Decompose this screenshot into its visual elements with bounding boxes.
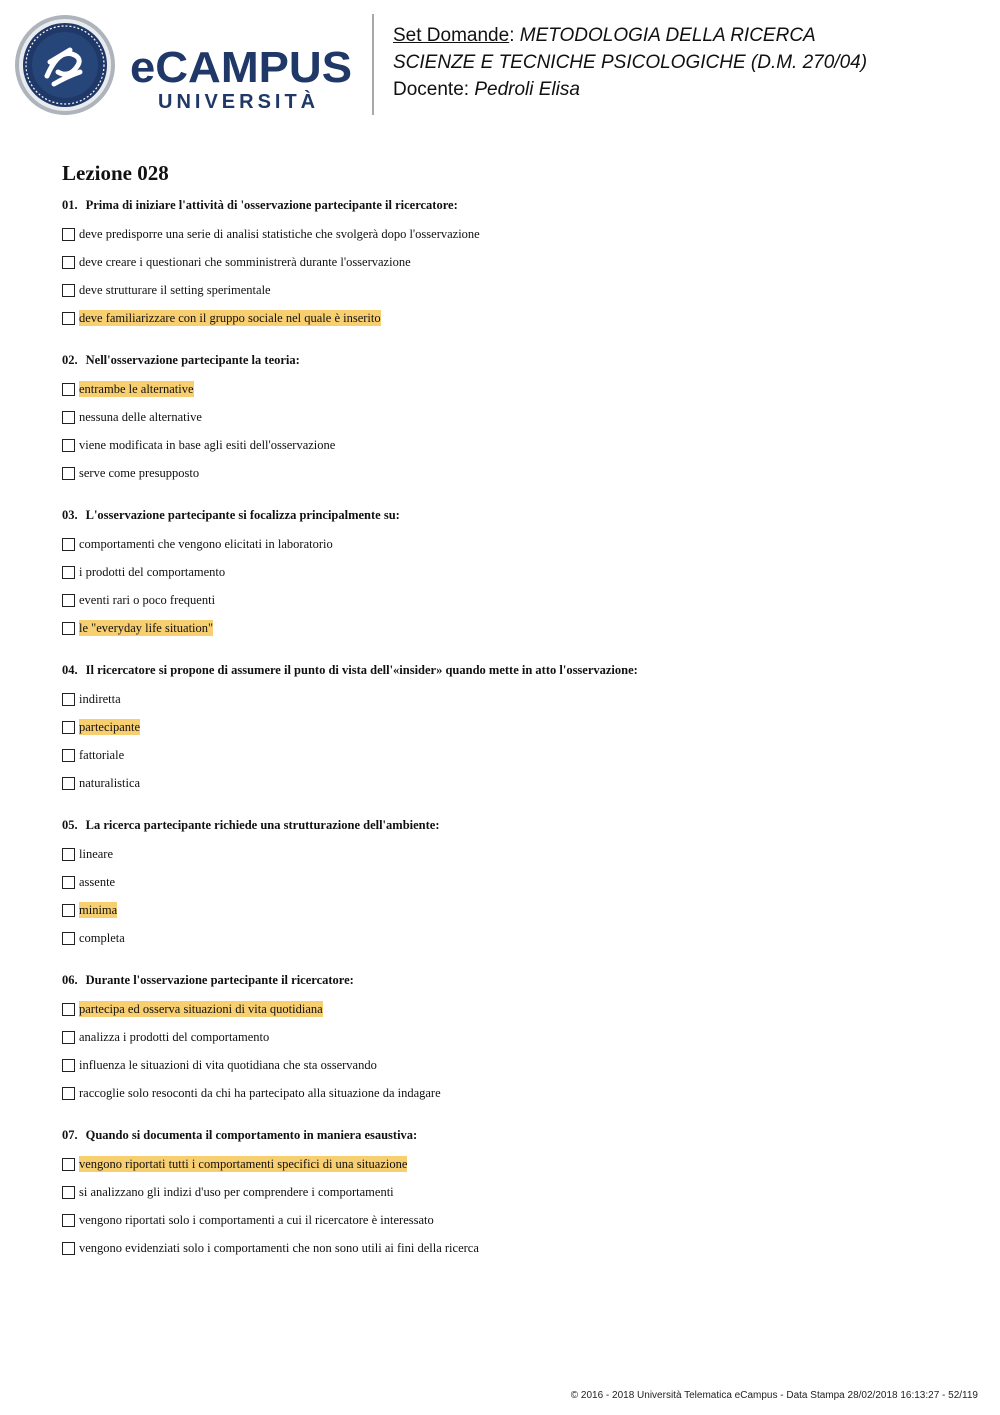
question-label: Prima di iniziare l'attività di 'osservazione partecipante il ricercatore:	[85, 198, 458, 212]
answer-option[interactable]	[62, 375, 962, 403]
answer-label: lineare	[79, 847, 114, 861]
question-number: 07.	[62, 1128, 78, 1142]
answer-label: completa	[79, 931, 125, 945]
answer-option[interactable]	[62, 1051, 962, 1079]
answer-label: nessuna delle alternative	[79, 410, 202, 424]
answer-checkbox[interactable]	[62, 439, 75, 452]
question-text	[62, 971, 962, 989]
answer-label: indiretta	[79, 692, 121, 706]
brand-subtitle: UNIVERSITÀ	[158, 91, 320, 112]
answer-checkbox[interactable]	[62, 1158, 75, 1171]
question-label: Nell'osservazione partecipante la teoria:	[85, 353, 300, 367]
answer-option[interactable]	[62, 1234, 962, 1262]
question-text	[62, 506, 962, 524]
question-07	[62, 1126, 962, 1262]
header-line-1: Set Domande: METODOLOGIA DELLA RICERCA	[393, 25, 816, 46]
question-number: 03.	[62, 508, 78, 522]
question-04	[62, 661, 962, 797]
set-label: Set Domande	[393, 25, 510, 46]
answer-option[interactable]	[62, 741, 962, 769]
answer-label: eventi rari o poco frequenti	[79, 593, 216, 607]
answer-checkbox[interactable]	[62, 312, 75, 325]
answer-option[interactable]	[62, 868, 962, 896]
answer-option[interactable]	[62, 769, 962, 797]
answer-checkbox[interactable]	[62, 228, 75, 241]
header-line-3	[393, 76, 983, 103]
answer-checkbox[interactable]	[62, 566, 75, 579]
answer-checkbox[interactable]	[62, 538, 75, 551]
answer-checkbox[interactable]	[62, 693, 75, 706]
answer-checkbox[interactable]	[62, 411, 75, 424]
answer-label: vengono evidenziati solo i comportamenti che non sono utili ai fini della ricerca	[79, 1241, 479, 1255]
answer-label: assente	[79, 875, 116, 889]
ecampus-seal-logo	[14, 14, 116, 116]
answer-checkbox[interactable]	[62, 594, 75, 607]
answer-option[interactable]	[62, 1023, 962, 1051]
docente-label: Docente:	[393, 79, 470, 100]
question-list	[62, 196, 962, 1281]
question-05	[62, 816, 962, 952]
answer-label-highlighted: deve familiarizzare con il gruppo sociale nel quale è inserito	[79, 311, 381, 325]
answer-label: i prodotti del comportamento	[79, 565, 226, 579]
header-info	[393, 22, 983, 103]
answer-checkbox[interactable]	[62, 904, 75, 917]
answer-checkbox[interactable]	[62, 284, 75, 297]
answer-checkbox[interactable]	[62, 876, 75, 889]
page-header	[0, 0, 1000, 130]
answer-option[interactable]	[62, 995, 962, 1023]
question-label: Durante l'osservazione partecipante il ricercatore:	[85, 973, 354, 987]
answer-option[interactable]	[62, 431, 962, 459]
question-text	[62, 661, 962, 679]
answer-label: serve come presupposto	[79, 466, 200, 480]
course-name: SCIENZE E TECNICHE PSICOLOGICHE (D.M. 270/04)	[393, 52, 868, 73]
answer-checkbox[interactable]	[62, 383, 75, 396]
answer-checkbox[interactable]	[62, 622, 75, 635]
answer-option[interactable]	[62, 1079, 962, 1107]
answer-checkbox[interactable]	[62, 1242, 75, 1255]
question-02	[62, 351, 962, 487]
answer-label-highlighted: le "everyday life situation"	[79, 621, 214, 635]
answer-checkbox[interactable]	[62, 721, 75, 734]
answer-option[interactable]	[62, 220, 962, 248]
header-divider	[372, 14, 374, 115]
answer-option[interactable]	[62, 840, 962, 868]
question-number: 05.	[62, 818, 78, 832]
answer-checkbox[interactable]	[62, 467, 75, 480]
question-number: 01.	[62, 198, 78, 212]
question-label: La ricerca partecipante richiede una strutturazione dell'ambiente:	[85, 818, 440, 832]
answer-label-highlighted: vengono riportati tutti i comportamenti specifici di una situazione	[79, 1157, 408, 1171]
brand-name: eCAMPUS	[130, 43, 352, 92]
question-text	[62, 351, 962, 369]
question-06	[62, 971, 962, 1107]
answer-option[interactable]	[62, 1178, 962, 1206]
answer-option[interactable]	[62, 1150, 962, 1178]
docente-name: Pedroli Elisa	[474, 79, 580, 100]
answer-label-highlighted: partecipante	[79, 720, 141, 734]
lesson-title: Lezione 028	[62, 161, 169, 185]
answer-label: vengono riportati solo i comportamenti a cui il ricercatore è interessato	[79, 1213, 434, 1227]
answer-checkbox[interactable]	[62, 1186, 75, 1199]
answer-option[interactable]	[62, 304, 962, 332]
answer-label: deve predisporre una serie di analisi statistiche che svolgerà dopo l'osservazione	[79, 227, 480, 241]
question-text	[62, 816, 962, 834]
answer-checkbox[interactable]	[62, 1059, 75, 1072]
answer-checkbox[interactable]	[62, 848, 75, 861]
answer-checkbox[interactable]	[62, 749, 75, 762]
answer-option[interactable]	[62, 558, 962, 586]
answer-option[interactable]	[62, 614, 962, 642]
question-number: 06.	[62, 973, 78, 987]
answer-option[interactable]	[62, 685, 962, 713]
answer-option[interactable]	[62, 403, 962, 431]
answer-option[interactable]	[62, 586, 962, 614]
answer-checkbox[interactable]	[62, 1087, 75, 1100]
question-label: Quando si documenta il comportamento in maniera esaustiva:	[85, 1128, 418, 1142]
answer-label: deve creare i questionari che somministrerà durante l'osservazione	[79, 255, 411, 269]
question-label: Il ricercatore si propone di assumere il punto di vista dell'«insider» quando mette in atto l'osservazione:	[85, 663, 638, 677]
question-01	[62, 196, 962, 332]
answer-option[interactable]	[62, 896, 962, 924]
answer-label: comportamenti che vengono elicitati in laboratorio	[79, 537, 333, 551]
answer-checkbox[interactable]	[62, 932, 75, 945]
page-footer: © 2016 - 2018 Università Telematica eCampus - Data Stampa 28/02/2018 16:13:27 - 52/119	[570, 1390, 978, 1401]
answer-label-highlighted: entrambe le alternative	[79, 382, 194, 396]
answer-checkbox[interactable]	[62, 1003, 75, 1016]
question-text	[62, 1126, 962, 1144]
answer-checkbox[interactable]	[62, 777, 75, 790]
answer-label-highlighted: partecipa ed osserva situazioni di vita quotidiana	[79, 1002, 323, 1016]
subject-name: METODOLOGIA DELLA RICERCA	[519, 25, 816, 46]
answer-label: deve strutturare il setting sperimentale	[79, 283, 271, 297]
answer-option[interactable]	[62, 248, 962, 276]
ecampus-wordmark-logo	[128, 42, 360, 112]
question-text	[62, 196, 962, 214]
question-03	[62, 506, 962, 642]
answer-label: analizza i prodotti del comportamento	[79, 1030, 270, 1044]
answer-label: influenza le situazioni di vita quotidiana che sta osservando	[79, 1058, 377, 1072]
answer-option[interactable]	[62, 924, 962, 952]
answer-option[interactable]	[62, 530, 962, 558]
question-number: 02.	[62, 353, 78, 367]
answer-checkbox[interactable]	[62, 1031, 75, 1044]
answer-checkbox[interactable]	[62, 1214, 75, 1227]
answer-label-highlighted: minima	[79, 903, 118, 917]
answer-option[interactable]	[62, 1206, 962, 1234]
answer-label: naturalistica	[79, 776, 141, 790]
answer-label: raccoglie solo resoconti da chi ha partecipato alla situazione da indagare	[79, 1086, 441, 1100]
question-number: 04.	[62, 663, 78, 677]
answer-label: fattoriale	[79, 748, 125, 762]
answer-label: si analizzano gli indizi d'uso per comprendere i comportamenti	[79, 1185, 394, 1199]
answer-label: viene modificata in base agli esiti dell'osservazione	[79, 438, 336, 452]
answer-option[interactable]	[62, 713, 962, 741]
answer-checkbox[interactable]	[62, 256, 75, 269]
answer-option[interactable]	[62, 276, 962, 304]
question-label: L'osservazione partecipante si focalizza principalmente su:	[85, 508, 400, 522]
answer-option[interactable]	[62, 459, 962, 487]
